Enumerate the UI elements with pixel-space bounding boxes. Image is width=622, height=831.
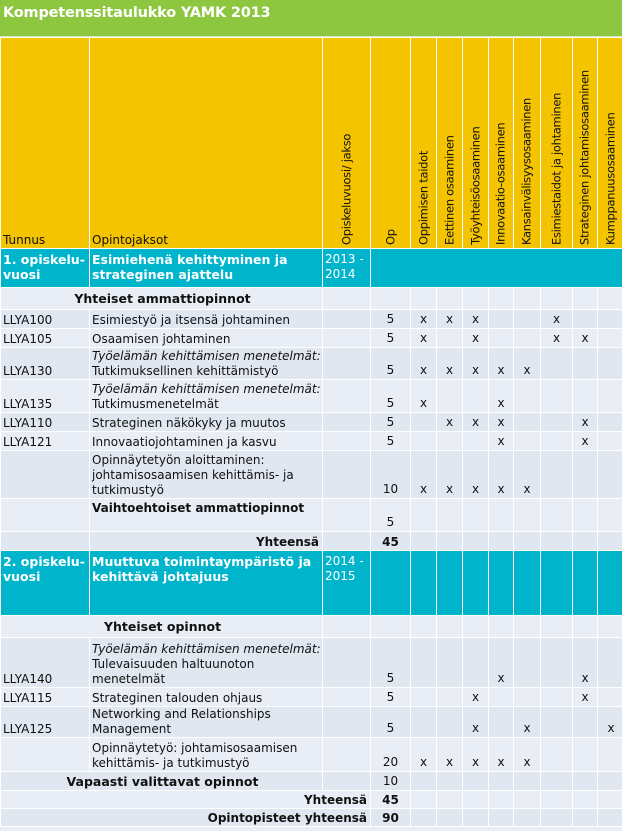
empty-cell bbox=[489, 499, 514, 532]
course-name: Networking and Relationships Management bbox=[92, 707, 271, 736]
header-competency-label: Strateginen johtamisosaaminen bbox=[577, 70, 592, 245]
empty-cell bbox=[541, 451, 573, 499]
course-op: 5 bbox=[371, 310, 411, 329]
empty-cell bbox=[437, 288, 463, 310]
course-row bbox=[1, 738, 622, 772]
course-row bbox=[1, 329, 622, 348]
header-competency bbox=[437, 38, 463, 249]
elective-op: 10 bbox=[371, 772, 411, 791]
total-label: Yhteensä bbox=[1, 791, 371, 809]
section-title: Yhteiset ammattiopinnot bbox=[1, 288, 323, 310]
empty-cell bbox=[573, 791, 598, 809]
course-code: LLYA100 bbox=[1, 310, 90, 329]
competency-mark: x bbox=[411, 738, 437, 772]
empty-cell bbox=[541, 738, 573, 772]
empty-cell bbox=[437, 772, 463, 791]
title-bar bbox=[0, 0, 622, 37]
course-category: Työelämän kehittämisen menetelmät: bbox=[92, 382, 321, 396]
band-fill bbox=[371, 551, 411, 616]
course-name: Strateginen näkökyky ja muutos bbox=[92, 416, 286, 430]
course-name: Strateginen talouden ohjaus bbox=[92, 691, 263, 705]
year-period: 2013 - 2014 bbox=[323, 249, 371, 288]
empty-cell bbox=[437, 791, 463, 809]
empty-cell bbox=[411, 413, 437, 432]
empty-cell bbox=[371, 288, 411, 310]
empty-cell bbox=[514, 499, 541, 532]
empty-cell bbox=[437, 707, 463, 738]
empty-cell bbox=[598, 772, 622, 791]
total-row bbox=[1, 532, 622, 551]
header-competency-label: Kumppanuusosaaminen bbox=[603, 112, 618, 245]
competency-mark: x bbox=[514, 707, 541, 738]
course-name-cell bbox=[90, 329, 323, 348]
course-code: LLYA135 bbox=[1, 380, 90, 413]
competency-mark: x bbox=[573, 413, 598, 432]
empty-cell bbox=[541, 532, 573, 551]
competency-mark: x bbox=[489, 638, 514, 688]
empty-cell bbox=[514, 809, 541, 827]
empty-cell bbox=[411, 791, 437, 809]
elective-label: Vapaasti valittavat opinnot bbox=[1, 772, 323, 791]
course-name-cell bbox=[90, 738, 323, 772]
course-op: 5 bbox=[371, 413, 411, 432]
course-op: 5 bbox=[371, 432, 411, 451]
competency-mark: x bbox=[541, 329, 573, 348]
course-code: LLYA125 bbox=[1, 707, 90, 738]
course-row bbox=[1, 348, 622, 380]
band-fill bbox=[541, 551, 573, 616]
empty-cell bbox=[323, 288, 371, 310]
elective-row bbox=[1, 499, 622, 532]
competency-mark: x bbox=[514, 451, 541, 499]
empty-cell bbox=[598, 791, 622, 809]
empty-cell bbox=[489, 532, 514, 551]
competency-mark: x bbox=[541, 310, 573, 329]
competency-mark: x bbox=[463, 310, 489, 329]
empty-cell bbox=[573, 451, 598, 499]
period-cell bbox=[323, 688, 371, 707]
course-name: Tutkimuksellinen kehittämistyö bbox=[92, 364, 279, 378]
period-cell bbox=[323, 348, 371, 380]
empty-cell bbox=[514, 413, 541, 432]
elective-row bbox=[1, 772, 622, 791]
competency-mark: x bbox=[411, 380, 437, 413]
empty-cell bbox=[411, 809, 437, 827]
course-op: 10 bbox=[371, 451, 411, 499]
empty-cell bbox=[541, 791, 573, 809]
course-op: 5 bbox=[371, 329, 411, 348]
period-cell bbox=[323, 329, 371, 348]
empty-cell bbox=[411, 499, 437, 532]
course-op: 5 bbox=[371, 688, 411, 707]
competency-mark: x bbox=[411, 310, 437, 329]
page-title: Kompetenssitaulukko YAMK 2013 bbox=[3, 5, 271, 21]
empty-cell bbox=[598, 413, 622, 432]
empty-cell bbox=[514, 791, 541, 809]
empty-cell bbox=[437, 329, 463, 348]
competency-mark: x bbox=[573, 432, 598, 451]
total-op: 45 bbox=[371, 532, 411, 551]
header-competency bbox=[573, 38, 598, 249]
year-theme: Muuttuva toimintaympäristö ja kehittävä johtajuus bbox=[90, 551, 323, 616]
header-competency bbox=[541, 38, 573, 249]
empty-cell bbox=[541, 348, 573, 380]
empty-cell bbox=[514, 616, 541, 638]
empty-cell bbox=[598, 288, 622, 310]
band-fill bbox=[573, 551, 598, 616]
header-competency-label: Innovaatio-osaaminen bbox=[493, 122, 508, 245]
empty-cell bbox=[323, 499, 371, 532]
header-competency bbox=[463, 38, 489, 249]
header-opintojaksot: Opintojaksot bbox=[90, 38, 323, 249]
empty-cell bbox=[573, 288, 598, 310]
year-band-row bbox=[1, 551, 622, 616]
competency-mark: x bbox=[489, 738, 514, 772]
empty-cell bbox=[541, 499, 573, 532]
course-row bbox=[1, 707, 622, 738]
empty-cell bbox=[437, 532, 463, 551]
competency-mark: x bbox=[489, 432, 514, 451]
empty-cell bbox=[541, 616, 573, 638]
band-fill bbox=[463, 551, 489, 616]
course-op: 5 bbox=[371, 707, 411, 738]
empty-cell bbox=[411, 638, 437, 688]
period-cell bbox=[323, 738, 371, 772]
empty-cell bbox=[463, 809, 489, 827]
period-cell bbox=[323, 380, 371, 413]
competency-mark: x bbox=[573, 329, 598, 348]
empty-cell bbox=[598, 380, 622, 413]
course-name: Innovaatiojohtaminen ja kasvu bbox=[92, 435, 277, 449]
period-cell bbox=[323, 432, 371, 451]
empty-cell bbox=[573, 380, 598, 413]
competency-mark: x bbox=[437, 413, 463, 432]
empty-cell bbox=[323, 616, 371, 638]
empty-cell bbox=[437, 616, 463, 638]
empty-cell bbox=[573, 772, 598, 791]
competency-mark: x bbox=[514, 348, 541, 380]
empty-cell bbox=[489, 772, 514, 791]
empty-cell bbox=[573, 707, 598, 738]
competency-mark: x bbox=[489, 380, 514, 413]
empty-cell bbox=[514, 329, 541, 348]
empty-cell bbox=[598, 809, 622, 827]
empty-cell bbox=[463, 380, 489, 413]
empty-cell bbox=[437, 809, 463, 827]
grand-total-row bbox=[1, 809, 622, 827]
elective-label: Vaihtoehtoiset ammattiopinnot bbox=[90, 499, 323, 532]
header-opiskeluvuosi bbox=[323, 38, 371, 249]
competency-mark: x bbox=[463, 451, 489, 499]
competency-mark: x bbox=[411, 329, 437, 348]
competency-mark: x bbox=[463, 688, 489, 707]
course-op: 5 bbox=[371, 380, 411, 413]
empty-cell bbox=[573, 310, 598, 329]
empty-cell bbox=[437, 688, 463, 707]
empty-cell bbox=[573, 499, 598, 532]
course-name-cell bbox=[90, 310, 323, 329]
period-cell bbox=[323, 310, 371, 329]
band-fill bbox=[437, 551, 463, 616]
competency-mark: x bbox=[573, 638, 598, 688]
competency-mark: x bbox=[411, 451, 437, 499]
course-code: LLYA121 bbox=[1, 432, 90, 451]
header-tunnus: Tunnus bbox=[1, 38, 90, 249]
course-name-cell bbox=[90, 638, 323, 688]
empty-cell bbox=[514, 432, 541, 451]
header-competency bbox=[411, 38, 437, 249]
empty-cell bbox=[541, 413, 573, 432]
empty-cell bbox=[411, 532, 437, 551]
empty-cell bbox=[489, 688, 514, 707]
empty-cell bbox=[514, 772, 541, 791]
empty-cell bbox=[463, 638, 489, 688]
course-row bbox=[1, 413, 622, 432]
empty-cell bbox=[514, 532, 541, 551]
empty-cell bbox=[573, 809, 598, 827]
course-name: Opinnäytetyö: johtamisosaamisen kehittämis- ja tutkimustyö bbox=[92, 741, 298, 770]
header-competency-label: Kansainvälisyysosaaminen bbox=[519, 97, 534, 245]
empty-cell bbox=[514, 638, 541, 688]
total-label: Yhteensä bbox=[90, 532, 323, 551]
empty-cell bbox=[541, 432, 573, 451]
empty-cell bbox=[489, 791, 514, 809]
empty-cell bbox=[573, 616, 598, 638]
empty-cell bbox=[1, 532, 90, 551]
course-code: LLYA110 bbox=[1, 413, 90, 432]
course-row bbox=[1, 688, 622, 707]
course-name: Tulevaisuuden haltuunoton menetelmät bbox=[92, 657, 255, 686]
empty-cell bbox=[323, 532, 371, 551]
total-row bbox=[1, 791, 622, 809]
band-fill bbox=[411, 551, 437, 616]
empty-cell bbox=[411, 432, 437, 451]
competency-mark: x bbox=[463, 348, 489, 380]
empty-cell bbox=[489, 329, 514, 348]
empty-cell bbox=[437, 499, 463, 532]
course-row bbox=[1, 451, 622, 499]
grand-total-op: 90 bbox=[371, 809, 411, 827]
header-competency-label: Eettinen osaaminen bbox=[442, 135, 456, 245]
empty-cell bbox=[463, 772, 489, 791]
band-fill bbox=[489, 551, 514, 616]
empty-cell bbox=[489, 616, 514, 638]
course-row bbox=[1, 638, 622, 688]
course-code bbox=[1, 451, 90, 499]
empty-cell bbox=[541, 809, 573, 827]
total-op: 45 bbox=[371, 791, 411, 809]
empty-cell bbox=[514, 288, 541, 310]
empty-cell bbox=[573, 738, 598, 772]
competency-mark: x bbox=[411, 348, 437, 380]
competency-mark: x bbox=[598, 707, 622, 738]
competency-mark: x bbox=[463, 329, 489, 348]
course-row bbox=[1, 310, 622, 329]
course-op: 20 bbox=[371, 738, 411, 772]
course-code bbox=[1, 738, 90, 772]
course-code: LLYA140 bbox=[1, 638, 90, 688]
period-cell bbox=[323, 451, 371, 499]
empty-cell bbox=[598, 310, 622, 329]
empty-cell bbox=[598, 738, 622, 772]
competency-table bbox=[0, 37, 622, 827]
empty-cell bbox=[573, 348, 598, 380]
competency-mark: x bbox=[437, 348, 463, 380]
year-label: 1. opiskelu-vuosi bbox=[1, 249, 90, 288]
empty-cell bbox=[541, 288, 573, 310]
header-competency-label: Esimiestaidot ja johtaminen bbox=[549, 92, 563, 245]
course-name-cell bbox=[90, 432, 323, 451]
empty-cell bbox=[411, 772, 437, 791]
empty-cell bbox=[541, 638, 573, 688]
header-op bbox=[371, 38, 411, 249]
course-name: Osaamisen johtaminen bbox=[92, 332, 231, 346]
header-competency bbox=[598, 38, 622, 249]
course-code: LLYA130 bbox=[1, 348, 90, 380]
empty-cell bbox=[514, 310, 541, 329]
empty-cell bbox=[514, 688, 541, 707]
competency-mark: x bbox=[489, 413, 514, 432]
competency-mark: x bbox=[437, 738, 463, 772]
empty-cell bbox=[411, 616, 437, 638]
empty-cell bbox=[598, 638, 622, 688]
year-label: 2. opiskelu-vuosi bbox=[1, 551, 90, 616]
empty-cell bbox=[598, 329, 622, 348]
header-opiskeluvuosi-label: Opiskeluvuosi/ jakso bbox=[339, 133, 353, 245]
header-competency-label: Työyhteisöosaaminen bbox=[468, 126, 482, 245]
course-name-cell bbox=[90, 413, 323, 432]
course-name-cell bbox=[90, 451, 323, 499]
empty-cell bbox=[489, 809, 514, 827]
empty-cell bbox=[437, 432, 463, 451]
header-competency bbox=[489, 38, 514, 249]
course-name-cell bbox=[90, 380, 323, 413]
competency-mark: x bbox=[463, 707, 489, 738]
course-code: LLYA115 bbox=[1, 688, 90, 707]
competency-mark: x bbox=[489, 348, 514, 380]
course-code: LLYA105 bbox=[1, 329, 90, 348]
empty-cell bbox=[598, 499, 622, 532]
empty-cell bbox=[598, 688, 622, 707]
empty-cell bbox=[489, 288, 514, 310]
empty-cell bbox=[598, 532, 622, 551]
header-competency bbox=[514, 38, 541, 249]
band-fill bbox=[371, 249, 622, 288]
empty-cell bbox=[463, 791, 489, 809]
header-competency-label: Oppimisen taidot bbox=[416, 150, 430, 245]
empty-cell bbox=[598, 451, 622, 499]
course-name-cell bbox=[90, 348, 323, 380]
course-name: Tutkimusmenetelmät bbox=[92, 397, 219, 411]
year-period: 2014 - 2015 bbox=[323, 551, 371, 616]
competency-mark: x bbox=[437, 310, 463, 329]
course-op: 5 bbox=[371, 638, 411, 688]
empty-cell bbox=[1, 499, 90, 532]
empty-cell bbox=[463, 288, 489, 310]
section-row bbox=[1, 288, 622, 310]
band-fill bbox=[598, 551, 622, 616]
competency-mark: x bbox=[463, 738, 489, 772]
course-name-cell bbox=[90, 707, 323, 738]
empty-cell bbox=[598, 432, 622, 451]
empty-cell bbox=[371, 616, 411, 638]
empty-cell bbox=[463, 532, 489, 551]
empty-cell bbox=[437, 638, 463, 688]
course-name: Opinnäytetyön aloittaminen: johtamisosaamisen kehittämis- ja tutkimustyö bbox=[92, 453, 294, 497]
section-title: Yhteiset opinnot bbox=[1, 616, 323, 638]
elective-op: 5 bbox=[371, 499, 411, 532]
competency-mark: x bbox=[463, 413, 489, 432]
empty-cell bbox=[463, 616, 489, 638]
empty-cell bbox=[411, 707, 437, 738]
period-cell bbox=[323, 638, 371, 688]
period-cell bbox=[323, 707, 371, 738]
course-op: 5 bbox=[371, 348, 411, 380]
course-row bbox=[1, 380, 622, 413]
header-op-label: Op bbox=[383, 229, 397, 245]
empty-cell bbox=[541, 707, 573, 738]
course-row bbox=[1, 432, 622, 451]
empty-cell bbox=[411, 688, 437, 707]
empty-cell bbox=[489, 310, 514, 329]
section-row bbox=[1, 616, 622, 638]
competency-mark: x bbox=[514, 738, 541, 772]
empty-cell bbox=[541, 772, 573, 791]
empty-cell bbox=[323, 772, 371, 791]
competency-mark: x bbox=[437, 451, 463, 499]
grand-total-label: Opintopisteet yhteensä bbox=[1, 809, 371, 827]
course-name-cell bbox=[90, 688, 323, 707]
band-fill bbox=[514, 551, 541, 616]
empty-cell bbox=[514, 380, 541, 413]
empty-cell bbox=[598, 616, 622, 638]
year-theme: Esimiehenä kehittyminen ja strateginen ajattelu bbox=[90, 249, 323, 288]
empty-cell bbox=[541, 688, 573, 707]
empty-cell bbox=[411, 288, 437, 310]
empty-cell bbox=[573, 532, 598, 551]
competency-mark: x bbox=[573, 688, 598, 707]
course-category: Työelämän kehittämisen menetelmät: bbox=[92, 642, 321, 656]
header-row bbox=[1, 38, 622, 249]
empty-cell bbox=[541, 380, 573, 413]
empty-cell bbox=[437, 380, 463, 413]
year-band-row bbox=[1, 249, 622, 288]
empty-cell bbox=[463, 499, 489, 532]
course-name: Esimiestyö ja itsensä johtaminen bbox=[92, 313, 290, 327]
empty-cell bbox=[463, 432, 489, 451]
empty-cell bbox=[598, 348, 622, 380]
course-category: Työelämän kehittämisen menetelmät: bbox=[92, 349, 321, 363]
period-cell bbox=[323, 413, 371, 432]
empty-cell bbox=[489, 707, 514, 738]
competency-mark: x bbox=[489, 451, 514, 499]
